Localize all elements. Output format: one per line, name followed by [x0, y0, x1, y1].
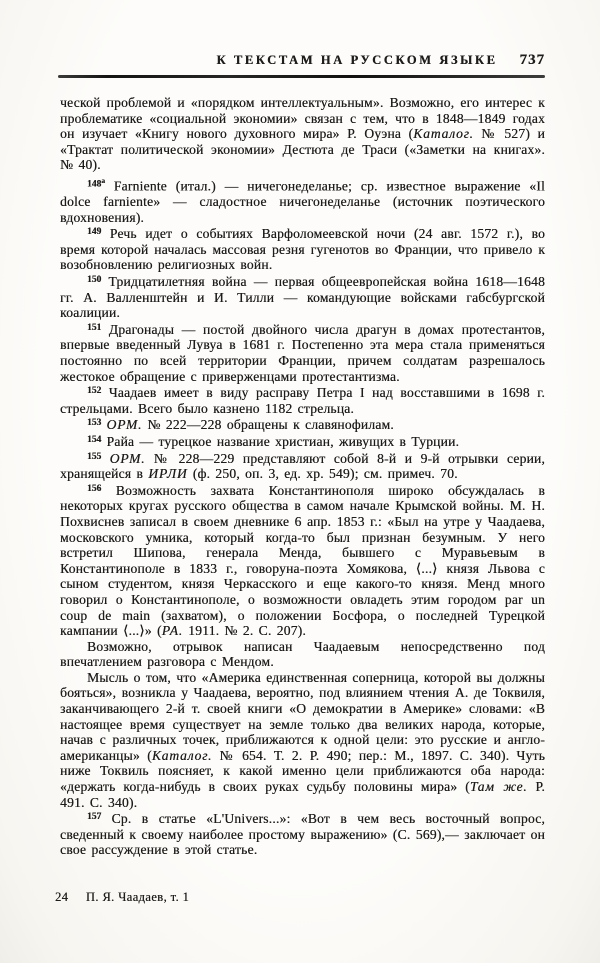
- header-rule: [58, 75, 545, 78]
- text-run: ческой проблемой и «порядком интеллектуальным». Возможно, его интерес к проблематике «социальной экономии» связан с тем, что в 1848—1849 годах он изучает «Книгу нового духовного мира» Р. Оуэна (: [60, 95, 545, 142]
- footnote-148a: [60, 173, 545, 225]
- footnote-151: [60, 321, 545, 384]
- italic-run: Каталог.: [151, 747, 213, 763]
- text-run: № 228—229 представляют собой 8-й и 9-й отрывки серии, хранящейся в: [60, 450, 545, 482]
- footnote-154: [60, 433, 545, 450]
- footnote-157: [60, 810, 545, 858]
- text-run: Farniente (итал.) — ничегонеделанье; ср. известное выражение «Il dolce farniente» — сладостное ничегонеделанье (источник поэтического вдохновения).: [60, 178, 545, 225]
- footnote-150: [60, 273, 545, 321]
- text-run: № 222—228 обращены к славянофилам.: [142, 417, 394, 433]
- text-run: Р. 491. С. 340).: [60, 779, 546, 810]
- footnote-marker: 156: [87, 483, 102, 494]
- text-run: (ф. 250, оп. 3, ед. хр. 549); см. примеч. 70.: [187, 466, 458, 482]
- text-run: Ср. в статье «L'Univers...»: «Вот в чем весь восточный вопрос, сведенный к своему наиболее простому выражению» (С. 569),— заключает он свое рассуждение в этой статье.: [60, 811, 545, 858]
- italic-run: РА.: [161, 623, 183, 639]
- text-run: 1911. № 2. С. 207).: [182, 623, 306, 639]
- footnote-152: [60, 384, 545, 416]
- footnote-155: [60, 450, 545, 482]
- footnote-marker: 155: [87, 451, 102, 462]
- running-head-title: К ТЕКСТАМ НА РУССКОМ ЯЗЫКЕ: [216, 53, 498, 67]
- italic-run: ИРЛИ: [148, 466, 188, 482]
- footnote-149: [60, 225, 545, 273]
- footnote-marker: 148: [87, 179, 102, 190]
- italic-run: Каталог.: [413, 126, 474, 142]
- text-run: Тридцатилетняя война — первая общеевропейская война 1618—1648 гг. А. Валленштейн и И. Тилли — командующие войсками габсбургской коалиции.: [60, 274, 545, 321]
- footnote-156: [60, 482, 545, 639]
- printer-signature-line: [55, 890, 189, 905]
- commentary-paragraph-2: [60, 670, 545, 810]
- text-run: Возможно, отрывок написан Чаадаевым непосредственно под впечатлением разговора с Мендом.: [60, 638, 545, 670]
- italic-run: ОРМ.: [109, 450, 146, 466]
- running-head: [60, 52, 545, 69]
- footnote-marker: 153: [87, 418, 102, 429]
- text-run: [101, 451, 109, 466]
- text-run: Возможность захвата Константинополя широко обсуждалась в некоторых кругах русского общества в самом начале Крымской войны. М. Н. Похвиснев записал в своем дневнике 6 апр. 1853 г.: «Был на утре у Чаадаева, московского умника, который когда-то был признан безумным. У него встретил Шипова, генерала Менда, бывшего с Муравьевым в Константинополе в 1833 г., говоруна-поэта Хомякова, ⟨...⟩ князя Львова с сыном студентом, князя Черкасского и еще какого-то князя. Менд много говорил о Константинополе, о возможности овладеть этим городом par un coup de main (захватом), о положении Босфора, о последней Турецкой кампании ⟨...⟩» (: [60, 482, 545, 639]
- text-run: № 527) и «Трактат политической экономии» Дестюта де Траси («Заметки на книгах». № 40).: [60, 126, 545, 173]
- text-run: Драгонады — постой двойного числа драгун в домах протестантов, впервые введенный Лувуа в 1681 г. Постепенно эта мера стала применяться постоянно по всей территории Франции, причем солдатам разрешалось жестокое обращение с приверженцами протестантизма.: [60, 321, 545, 384]
- italic-run: Там же.: [469, 779, 528, 795]
- footnote-marker: а: [101, 175, 105, 185]
- text-run: Райа — турецкое название христиан, живущих в Турции.: [101, 433, 460, 449]
- italic-run: ОРМ.: [106, 417, 143, 433]
- footnote-marker: 150: [87, 275, 102, 286]
- footnote-marker: 154: [87, 434, 102, 445]
- text-run: Речь идет о событиях Варфоломеевской ночи (24 авг. 1572 г.), во время которой началась массовая резня гугенотов во Франции, что привело к возобновлению религиозных войн.: [60, 226, 545, 273]
- footnote-marker: 149: [87, 227, 102, 238]
- footnote-153: [60, 416, 545, 433]
- text-run: Чаадаев имеет в виду расправу Петра I над восставшими в 1698 г. стрельцами. Всего было казнено 1182 стрельца.: [60, 385, 545, 416]
- signature-number: 24: [55, 890, 69, 904]
- continuation-paragraph: [60, 95, 545, 173]
- signature-text: П. Я. Чаадаев, т. 1: [85, 890, 190, 904]
- commentary-paragraph-1: [60, 639, 545, 670]
- footnote-marker: 151: [87, 322, 102, 333]
- page-number: 737: [519, 52, 545, 68]
- text-run: № 654. Т. 2. Р. 490; пер.: М., 1897. С. 340). Чуть ниже Токвиль поясняет, к какой именно цели приближаются оба народа: «держать когда-нибудь в своих руках судьбу половины мира» (: [60, 747, 545, 795]
- text-block: [60, 95, 545, 858]
- footnote-marker: 157: [87, 812, 102, 823]
- text-run: Мысль о том, что «Америка единственная соперница, которой вы должны бояться», возникла у Чаадаева, вероятно, под влиянием чтения А. де Токвиля, заканчивающего 2-й т. своей книги «О демократии в Америке» словами: «В настоящее время существует на земле только два великих народа, которые, начав с различных точек, приближаются к одной цели: это русские и англо-американцы» (: [60, 669, 545, 763]
- footnote-marker: 152: [87, 386, 102, 397]
